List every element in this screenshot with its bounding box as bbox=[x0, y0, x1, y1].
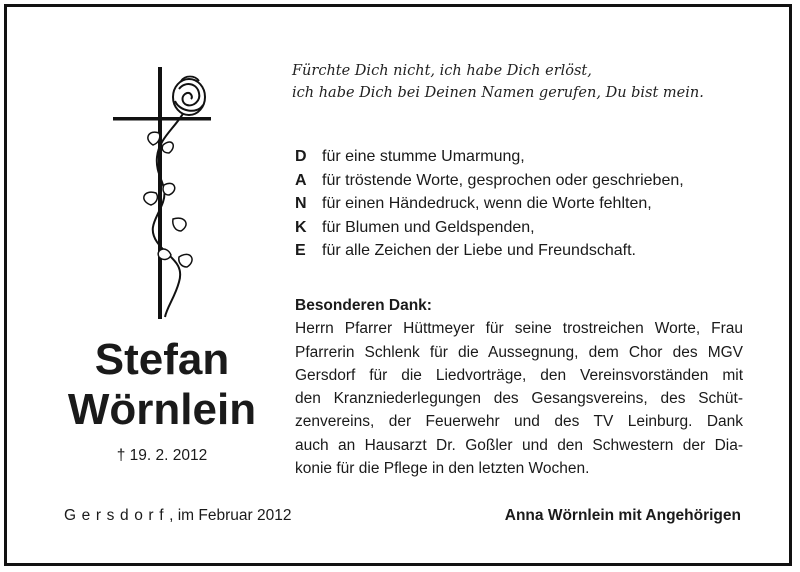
date-text: , im Februar 2012 bbox=[169, 507, 292, 524]
special-thanks-title: Besonderen Dank: bbox=[295, 297, 432, 314]
special-thanks bbox=[295, 294, 743, 480]
special-thanks-line: Pfarrerin Schlenk für die Aussegnung, dem Chor des MGV bbox=[295, 343, 743, 361]
special-thanks-line: konie für die Pflege in den letzten Wochen. bbox=[295, 460, 590, 478]
danke-letter: N bbox=[295, 195, 307, 212]
special-thanks-line: Herrn Pfarrer Hüttmeyer für seine trostreichen Worte, Frau bbox=[295, 320, 743, 338]
danke-row bbox=[295, 216, 775, 240]
danke-text: für Blumen und Geldspenden, bbox=[322, 218, 535, 236]
obituary-card bbox=[4, 4, 792, 566]
danke-text: für tröstende Worte, gesprochen oder geschrieben, bbox=[322, 171, 684, 189]
cross-with-rose-icon bbox=[107, 67, 217, 327]
place-and-date bbox=[64, 507, 291, 525]
danke-text: für einen Händedruck, wenn die Worte fehlten, bbox=[322, 195, 652, 212]
place-name: Gersdorf bbox=[64, 507, 170, 524]
quote-line-1: Fürchte Dich nicht, ich habe Dich erlöst, bbox=[292, 63, 592, 79]
danke-row bbox=[295, 192, 775, 216]
special-thanks-line: zenvereins, der Feuerwehr und des TV Leinburg. Dank bbox=[295, 413, 743, 431]
signature: Anna Wörnlein mit Angehörigen bbox=[504, 507, 741, 524]
bible-quote bbox=[292, 60, 772, 104]
special-thanks-line: auch an Hausarzt Dr. Goßler und den Schwestern der Dia- bbox=[295, 436, 743, 454]
deceased-first-name: Stefan bbox=[94, 335, 230, 384]
deceased-name bbox=[47, 335, 277, 435]
quote-line-2: ich habe Dich bei Deinen Namen gerufen, Du bist mein. bbox=[292, 85, 704, 101]
danke-acrostic bbox=[295, 145, 775, 263]
death-date: † 19. 2. 2012 bbox=[116, 447, 208, 464]
danke-text: für alle Zeichen der Liebe und Freundschaft. bbox=[322, 242, 636, 259]
danke-row bbox=[295, 239, 775, 263]
danke-letter: K bbox=[295, 218, 307, 236]
special-thanks-line: Gersdorf für die Liedvorträge, den Vereinsvorständen mit bbox=[295, 366, 743, 384]
danke-letter: A bbox=[295, 171, 307, 189]
deceased-last-name: Wörnlein bbox=[67, 385, 257, 434]
danke-row bbox=[295, 145, 775, 169]
danke-letter: E bbox=[295, 242, 306, 259]
danke-text: für eine stumme Umarmung, bbox=[322, 148, 525, 165]
special-thanks-line: den Kranzniederlegungen des Gesangsvereins, des Schüt- bbox=[295, 390, 743, 408]
danke-row bbox=[295, 169, 775, 193]
danke-letter: D bbox=[295, 148, 307, 165]
